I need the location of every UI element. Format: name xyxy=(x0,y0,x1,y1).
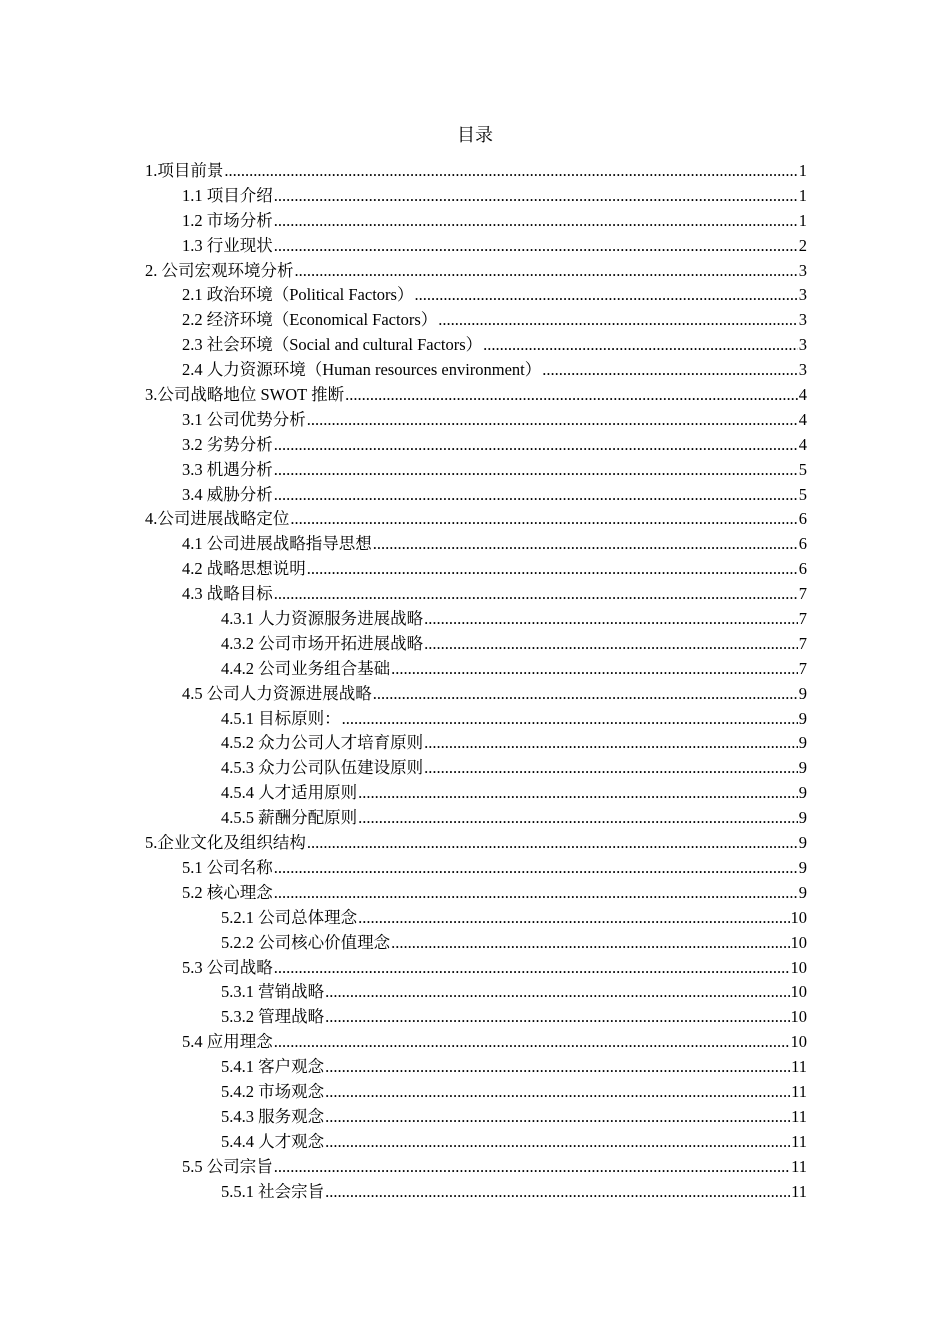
toc-entry-title: 5.4.2 市场观念 xyxy=(221,1081,325,1101)
toc-entry[interactable] xyxy=(145,831,807,856)
toc-dot-leader xyxy=(325,1105,790,1130)
toc-entry-title: 2.1 政治环境（Political Factors） xyxy=(182,285,414,305)
toc-entry-title: 2. 公司宏观环境分析 xyxy=(145,260,294,280)
toc-entry[interactable] xyxy=(145,1005,807,1030)
toc-entry-title: 5.5.1 社会宗旨 xyxy=(221,1181,325,1201)
toc-entry[interactable] xyxy=(145,682,807,707)
toc-dot-leader xyxy=(424,756,798,781)
toc-entry-title: 5.4 应用理念 xyxy=(182,1032,273,1052)
toc-entry-title: 4.5.4 人才适用原则 xyxy=(221,783,358,803)
toc-entry-title: 5.3.2 管理战略 xyxy=(221,1007,325,1027)
toc-page-number: 3 xyxy=(798,335,807,355)
toc-page-number: 9 xyxy=(798,833,807,853)
toc-entry[interactable] xyxy=(145,1130,807,1155)
toc-page-number: 9 xyxy=(798,733,807,753)
toc-page-number: 5 xyxy=(798,459,807,479)
toc-entry-title: 4.2 战略思想说明 xyxy=(182,559,306,579)
toc-entry[interactable] xyxy=(145,308,807,333)
toc-entry-title: 4.4.2 公司业务组合基础 xyxy=(221,658,391,678)
toc-dot-leader xyxy=(290,507,797,532)
toc-dot-leader xyxy=(307,408,798,433)
toc-page-number: 1 xyxy=(798,185,807,205)
table-of-contents xyxy=(145,159,807,1204)
toc-entry[interactable] xyxy=(145,956,807,981)
toc-entry[interactable] xyxy=(145,283,807,308)
toc-dot-leader xyxy=(274,1030,790,1055)
toc-dot-leader xyxy=(274,234,798,259)
toc-entry-title: 4.公司进展战略定位 xyxy=(145,509,290,529)
toc-entry-title: 5.4.1 客户观念 xyxy=(221,1057,325,1077)
toc-dot-leader xyxy=(274,184,798,209)
toc-page-number: 10 xyxy=(790,982,807,1002)
toc-entry-title: 5.4.3 服务观念 xyxy=(221,1106,325,1126)
toc-entry-title: 5.2 核心理念 xyxy=(182,882,273,902)
toc-entry[interactable] xyxy=(145,1105,807,1130)
toc-entry-title: 1.项目前景 xyxy=(145,161,224,180)
toc-entry-title: 4.5.1 目标原则： xyxy=(221,708,341,728)
toc-dot-leader xyxy=(373,682,798,707)
toc-page-number: 4 xyxy=(798,409,807,429)
toc-entry[interactable] xyxy=(145,358,807,383)
toc-entry[interactable] xyxy=(145,209,807,234)
toc-entry[interactable] xyxy=(145,1080,807,1105)
toc-page-number: 11 xyxy=(791,1156,807,1176)
toc-entry[interactable] xyxy=(145,532,807,557)
toc-page-number: 2 xyxy=(798,235,807,255)
toc-entry[interactable] xyxy=(145,557,807,582)
toc-page-number: 10 xyxy=(790,1007,807,1027)
toc-entry[interactable] xyxy=(145,731,807,756)
toc-dot-leader xyxy=(325,1080,790,1105)
toc-dot-leader xyxy=(424,731,798,756)
toc-dot-leader xyxy=(542,358,797,383)
toc-dot-leader xyxy=(274,582,798,607)
toc-dot-leader xyxy=(438,308,797,333)
toc-entry-title: 5.5 公司宗旨 xyxy=(182,1156,273,1176)
toc-entry-title: 5.4.4 人才观念 xyxy=(221,1131,325,1151)
toc-entry[interactable] xyxy=(145,458,807,483)
toc-entry[interactable] xyxy=(145,1030,807,1055)
toc-entry-title: 3.公司战略地位 SWOT 推断 xyxy=(145,385,345,405)
toc-page-number: 7 xyxy=(798,584,807,604)
toc-dot-leader xyxy=(325,1005,789,1030)
toc-page-number: 1 xyxy=(798,161,807,180)
toc-page-number: 11 xyxy=(791,1057,807,1077)
toc-entry[interactable] xyxy=(145,931,807,956)
toc-entry[interactable] xyxy=(145,507,807,532)
toc-entry[interactable] xyxy=(145,483,807,508)
toc-entry[interactable] xyxy=(145,582,807,607)
toc-entry[interactable] xyxy=(145,607,807,632)
toc-dot-leader xyxy=(307,557,798,582)
toc-dot-leader xyxy=(373,532,798,557)
toc-page-number: 7 xyxy=(798,609,807,629)
toc-page-number: 9 xyxy=(798,708,807,728)
toc-entry-title: 2.4 人力资源环境（Human resources environment） xyxy=(182,360,542,380)
toc-dot-leader xyxy=(325,980,789,1005)
toc-entry[interactable] xyxy=(145,333,807,358)
toc-page-number: 10 xyxy=(790,1032,807,1052)
toc-entry[interactable] xyxy=(145,707,807,732)
toc-dot-leader xyxy=(224,159,797,184)
toc-entry-title: 4.5.5 薪酬分配原则 xyxy=(221,808,358,828)
toc-entry[interactable] xyxy=(145,1055,807,1080)
toc-entry[interactable] xyxy=(145,632,807,657)
toc-page-number: 3 xyxy=(798,310,807,330)
toc-entry-title: 5.2.1 公司总体理念 xyxy=(221,907,358,927)
toc-page-number: 9 xyxy=(798,758,807,778)
toc-entry[interactable] xyxy=(145,881,807,906)
toc-dot-leader xyxy=(358,781,798,806)
toc-entry-title: 5.企业文化及组织结构 xyxy=(145,833,306,853)
toc-entry[interactable] xyxy=(145,806,807,831)
toc-dot-leader xyxy=(424,607,798,632)
toc-entry-title: 4.5.2 众力公司人才培育原则 xyxy=(221,733,424,753)
toc-entry-title: 3.1 公司优势分析 xyxy=(182,409,306,429)
toc-entry[interactable] xyxy=(145,856,807,881)
toc-entry[interactable] xyxy=(145,383,807,408)
toc-entry-title: 3.2 劣势分析 xyxy=(182,434,273,454)
toc-dot-leader xyxy=(391,657,798,682)
toc-dot-leader xyxy=(295,259,798,284)
toc-page-number: 9 xyxy=(798,783,807,803)
toc-page-number: 1 xyxy=(798,210,807,230)
toc-page-number: 3 xyxy=(798,285,807,305)
toc-dot-leader xyxy=(274,458,798,483)
toc-entry[interactable] xyxy=(145,756,807,781)
toc-entry-title: 3.3 机遇分析 xyxy=(182,459,273,479)
toc-page-number: 7 xyxy=(798,633,807,653)
toc-page-number: 10 xyxy=(790,957,807,977)
toc-page-number: 7 xyxy=(798,658,807,678)
toc-entry[interactable] xyxy=(145,433,807,458)
toc-entry[interactable] xyxy=(145,184,807,209)
toc-entry[interactable] xyxy=(145,1155,807,1180)
toc-page-number: 11 xyxy=(791,1106,807,1126)
toc-entry-title: 2.3 社会环境（Social and cultural Factors） xyxy=(182,335,483,355)
toc-entry-title: 4.5.3 众力公司队伍建设原则 xyxy=(221,758,424,778)
toc-entry-title: 5.2.2 公司核心价值理念 xyxy=(221,932,391,952)
toc-title: 目录 xyxy=(457,125,493,145)
toc-dot-leader xyxy=(414,283,797,308)
toc-page-number: 5 xyxy=(798,484,807,504)
toc-entry-title: 1.3 行业现状 xyxy=(182,235,273,255)
toc-entry[interactable] xyxy=(145,1180,807,1205)
toc-page-number: 4 xyxy=(798,385,807,405)
toc-page-number: 11 xyxy=(791,1131,807,1151)
toc-dot-leader xyxy=(358,906,789,931)
toc-entry-title: 4.3.2 公司市场开拓进展战略 xyxy=(221,633,424,653)
toc-page-number: 6 xyxy=(798,559,807,579)
toc-entry-title: 4.3.1 人力资源服务进展战略 xyxy=(221,609,424,629)
toc-entry[interactable] xyxy=(145,408,807,433)
toc-dot-leader xyxy=(307,831,798,856)
toc-page-number: 11 xyxy=(791,1081,807,1101)
toc-entry-title: 1.2 市场分析 xyxy=(182,210,273,230)
toc-page-number: 4 xyxy=(798,434,807,454)
toc-page-number: 10 xyxy=(790,907,807,927)
toc-page-number: 9 xyxy=(798,857,807,877)
toc-dot-leader xyxy=(391,931,789,956)
toc-page-number: 10 xyxy=(790,932,807,952)
toc-entry-title: 5.3 公司战略 xyxy=(182,957,273,977)
toc-entry-title: 3.4 威胁分析 xyxy=(182,484,273,504)
toc-entry[interactable] xyxy=(145,980,807,1005)
toc-entry-title: 4.5 公司人力资源进展战略 xyxy=(182,683,372,703)
toc-dot-leader xyxy=(342,707,798,732)
toc-dot-leader xyxy=(424,632,798,657)
toc-page-number: 9 xyxy=(798,808,807,828)
toc-entry[interactable] xyxy=(145,259,807,284)
toc-entry-title: 1.1 项目介绍 xyxy=(182,185,273,205)
toc-dot-leader xyxy=(358,806,798,831)
toc-entry-title: 4.1 公司进展战略指导思想 xyxy=(182,534,372,554)
toc-page-number: 11 xyxy=(791,1181,807,1201)
toc-dot-leader xyxy=(274,1155,790,1180)
toc-dot-leader xyxy=(325,1180,790,1205)
toc-page-number: 6 xyxy=(798,509,807,529)
toc-dot-leader xyxy=(325,1055,790,1080)
toc-entry-title: 5.3.1 营销战略 xyxy=(221,982,325,1002)
toc-dot-leader xyxy=(483,333,798,358)
toc-page-number: 3 xyxy=(798,360,807,380)
toc-entry[interactable] xyxy=(145,906,807,931)
toc-entry-title: 4.3 战略目标 xyxy=(182,584,273,604)
toc-dot-leader xyxy=(274,856,798,881)
toc-entry[interactable] xyxy=(145,781,807,806)
toc-page-number: 6 xyxy=(798,534,807,554)
toc-entry[interactable] xyxy=(145,657,807,682)
toc-dot-leader xyxy=(345,383,798,408)
toc-dot-leader xyxy=(274,209,798,234)
toc-dot-leader xyxy=(274,433,798,458)
toc-page-number: 3 xyxy=(798,260,807,280)
toc-entry[interactable] xyxy=(145,159,807,184)
toc-dot-leader xyxy=(325,1130,790,1155)
toc-dot-leader xyxy=(274,881,798,906)
toc-dot-leader xyxy=(274,483,798,508)
toc-page-number: 9 xyxy=(798,683,807,703)
toc-dot-leader xyxy=(274,956,790,981)
toc-entry-title: 2.2 经济环境（Economical Factors） xyxy=(182,310,438,330)
toc-entry-title: 5.1 公司名称 xyxy=(182,857,273,877)
toc-page-number: 9 xyxy=(798,882,807,902)
toc-entry[interactable] xyxy=(145,234,807,259)
